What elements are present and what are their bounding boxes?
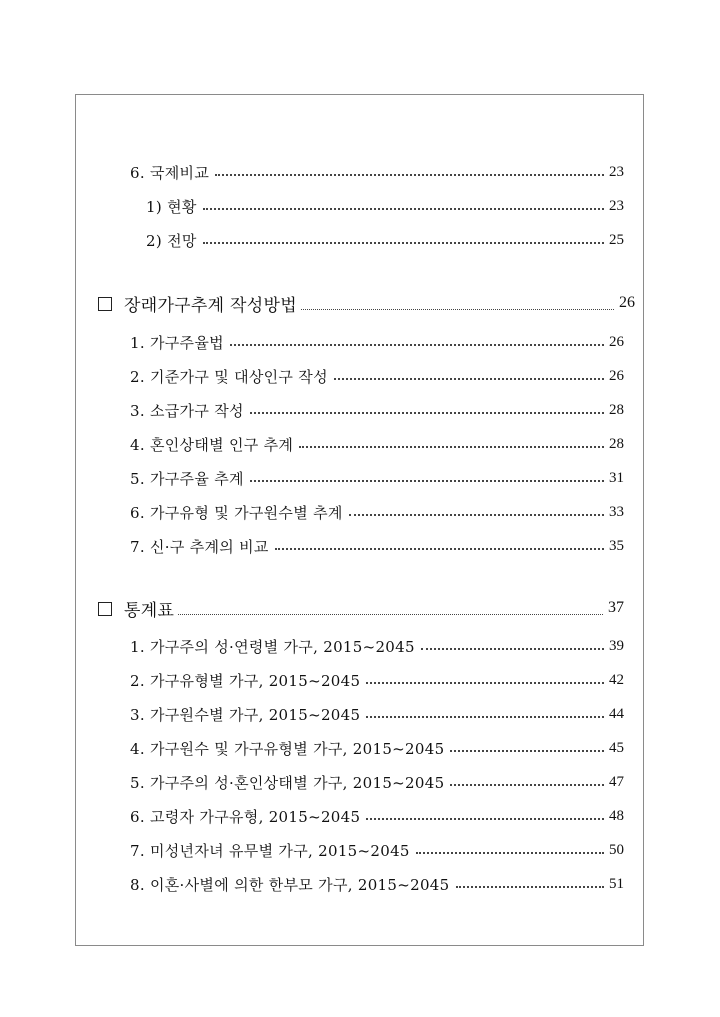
toc-entry-page: 26 [609,367,624,384]
toc-entry-label: 6. 국제비교 [130,163,210,182]
toc-section-label: 장래가구추계 작성방법 [124,295,297,316]
dot-leader [203,242,604,244]
checkbox-square-icon [98,297,112,311]
toc-entry-current-status[interactable] [146,193,624,219]
toc-entry-page: 44 [609,705,624,722]
toc-entry-page: 51 [609,875,624,892]
dot-leader [250,480,604,482]
toc-entry-label: 6. 고령자 가구유형, 2015~2045 [130,807,361,826]
toc-entry-page: 35 [609,537,624,554]
toc-section-page: 26 [619,294,635,311]
toc-entry-table-7[interactable] [130,837,624,863]
dot-leader [250,412,604,414]
toc-entry-page: 48 [609,807,624,824]
toc-entry-method-4[interactable] [130,431,624,457]
toc-entry-page: 33 [609,503,624,520]
dot-leader [203,208,604,210]
dot-leader [450,750,604,752]
toc-section-methods[interactable] [98,290,635,316]
dot-leader [421,648,604,650]
checkbox-square-icon [98,602,112,616]
toc-entry-international-comparison[interactable] [130,159,624,185]
toc-entry-label: 2) 전망 [146,231,197,250]
dot-leader [215,174,604,176]
toc-section-page: 37 [608,599,624,616]
toc-entry-table-3[interactable] [130,701,624,727]
toc-entry-label: 4. 가구원수 및 가구유형별 가구, 2015~2045 [130,739,445,758]
toc-entry-label: 8. 이혼·사별에 의한 한부모 가구, 2015~2045 [130,875,450,894]
toc-entry-label: 1) 현황 [146,197,197,216]
toc-entry-method-6[interactable] [130,499,624,525]
dot-leader [366,682,604,684]
toc-entry-method-3[interactable] [130,397,624,423]
toc-entry-page: 45 [609,739,624,756]
toc-entry-label: 3. 가구원수별 가구, 2015~2045 [130,705,361,724]
toc-entry-label: 4. 혼인상태별 인구 추계 [130,435,294,454]
dot-leader [301,309,614,310]
toc-entry-outlook[interactable] [146,227,624,253]
dot-leader [275,548,604,550]
toc-entry-table-1[interactable] [130,633,624,659]
toc-entry-table-5[interactable] [130,769,624,795]
toc-entry-page: 23 [609,163,624,180]
toc-section-label: 통계표 [124,600,175,621]
toc-entry-table-8[interactable] [130,871,624,897]
toc-entry-label: 1. 가구주의 성·연령별 가구, 2015~2045 [130,637,415,656]
toc-entry-method-7[interactable] [130,533,624,559]
toc-entry-page: 25 [609,231,624,248]
dot-leader [456,886,605,888]
toc-section-tables[interactable] [98,595,624,621]
toc-entry-label: 7. 신·구 추계의 비교 [130,537,269,556]
toc-entry-method-1[interactable] [130,329,624,355]
toc-entry-label: 5. 가구주율 추계 [130,469,244,488]
toc-entry-method-5[interactable] [130,465,624,491]
dot-leader [230,344,604,346]
dot-leader [178,614,603,615]
dot-leader [299,446,604,448]
toc-entry-page: 47 [609,773,624,790]
toc-entry-page: 26 [609,333,624,350]
toc-entry-label: 2. 기준가구 및 대상인구 작성 [130,367,328,386]
dot-leader [366,716,604,718]
toc-entry-page: 31 [609,469,624,486]
toc-entry-label: 7. 미성년자녀 유무별 가구, 2015~2045 [130,841,410,860]
toc-entry-page: 23 [609,197,624,214]
toc-entry-label: 3. 소급가구 작성 [130,401,244,420]
dot-leader [450,784,604,786]
toc-entry-label: 6. 가구유형 및 가구원수별 추계 [130,503,343,522]
toc-entry-page: 50 [609,841,624,858]
dot-leader [334,378,604,380]
toc-entry-method-2[interactable] [130,363,624,389]
toc-entry-table-6[interactable] [130,803,624,829]
dot-leader [349,514,604,516]
toc-entry-table-2[interactable] [130,667,624,693]
toc-entry-page: 42 [609,671,624,688]
toc-entry-page: 28 [609,401,624,418]
toc-entry-page: 28 [609,435,624,452]
toc-entry-label: 2. 가구유형별 가구, 2015~2045 [130,671,361,690]
dot-leader [366,818,604,820]
toc-entry-table-4[interactable] [130,735,624,761]
toc-entry-label: 1. 가구주율법 [130,333,224,352]
toc-entry-label: 5. 가구주의 성·혼인상태별 가구, 2015~2045 [130,773,445,792]
dot-leader [416,852,604,854]
toc-entry-page: 39 [609,637,624,654]
